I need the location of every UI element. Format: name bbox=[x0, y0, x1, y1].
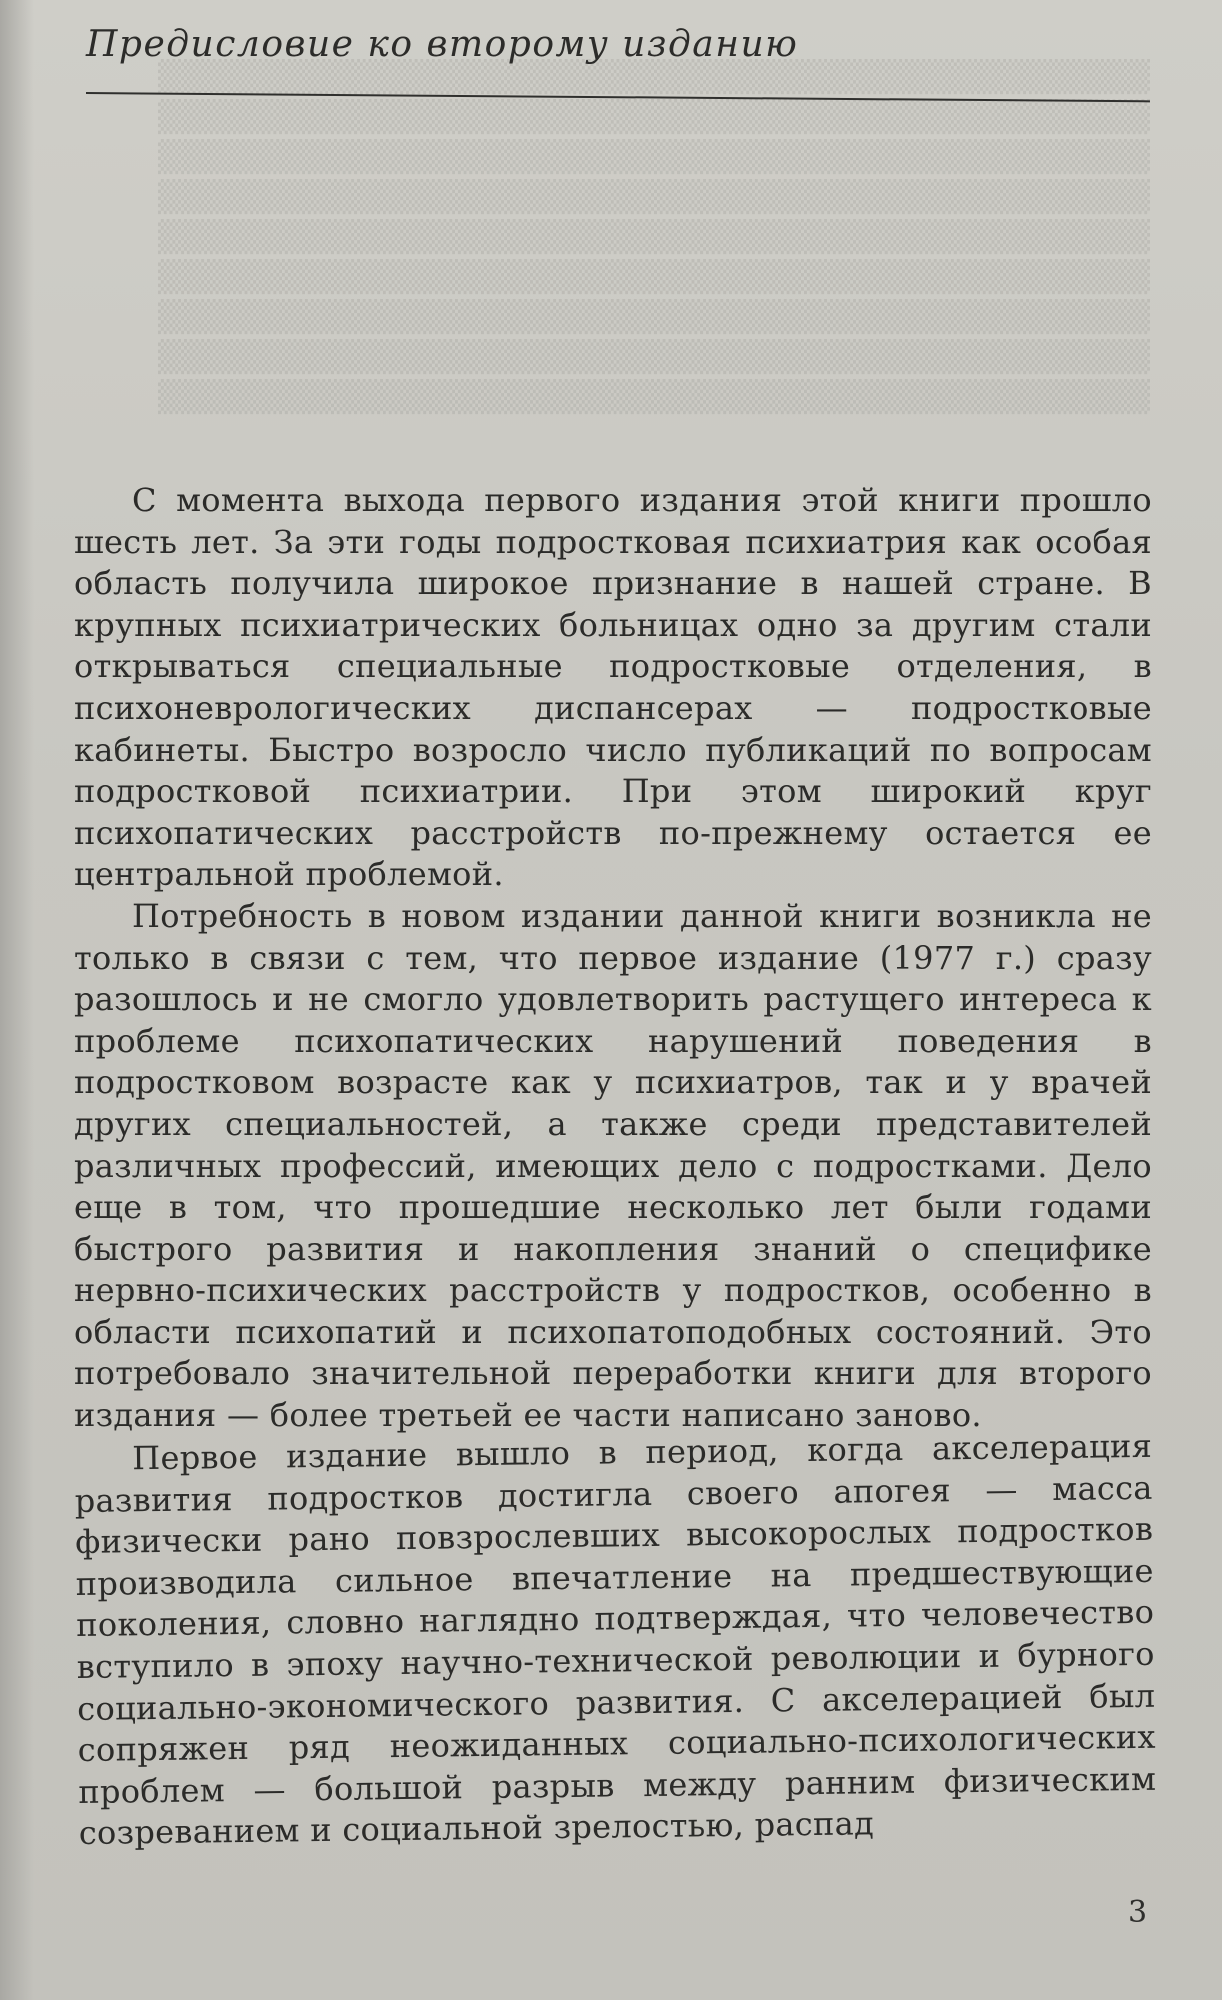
paragraph-2: Потребность в новом издании данной книги возникла не только в связи с тем, что первое издание (1977 г.) сразу разошлось и не смогло удовлетворить растущего интереса к проблеме психопатических нарушений поведения в подростковом возрасте как у психиатров, так и у врачей других специальностей, а также среди представителей различных профессий, имеющих дело с подростками. Дело еще в том, что прошедшие несколько лет были годами быстрого развития и накопления знаний о специфике нервно-психических расстройств у подростков, особенно в области психопатий и психопатоподобных состояний. Это потребовало значительной переработки книги для второго издания — более третьей ее части написано заново. bbox=[74, 896, 1152, 1435]
paragraph-3: Первое издание вышло в период, когда акселерация развития подростков достигла своего апогея — масса физически рано повзрослевших высокорослых подростков производила сильное впечатление на предшествующие поколения, словно наглядно подтверждая, что человечество вступило в эпоху научно-технической революции и бурного социально-экономического развития. С акселерацией был сопряжен ряд неожиданных социально-психологических проблем — большой разрыв между ранним физическим созреванием и социальной зрелостью, распад bbox=[74, 1426, 1157, 1852]
show-through-texture: ▒▒▒▒▒▒▒▒▒▒▒▒▒▒▒▒▒▒▒▒▒▒▒▒▒▒▒▒▒▒▒▒▒▒▒▒▒▒▒▒▒▒▒ ▒▒▒▒▒▒▒▒▒▒▒▒▒▒▒▒▒▒▒▒▒▒▒▒▒▒▒▒▒▒▒▒▒▒▒▒▒▒▒▒▒▒▒ ▒▒▒▒▒▒▒▒▒▒▒▒▒▒▒▒▒▒▒▒▒▒▒▒▒▒▒▒▒▒▒▒▒▒▒▒▒▒▒▒▒▒▒ ▒▒▒▒▒▒▒▒▒▒▒▒▒▒▒▒▒▒▒▒▒▒▒▒▒▒▒▒▒▒▒▒▒▒▒▒▒▒▒▒▒▒▒ ▒▒▒▒▒▒▒▒▒▒▒▒▒▒▒▒▒▒▒▒▒▒▒▒▒▒▒▒▒▒▒▒▒▒▒▒▒▒▒▒▒▒▒ ▒▒▒▒▒▒▒▒▒▒▒▒▒▒▒▒▒▒▒▒▒▒▒▒▒▒▒▒▒▒▒▒▒▒▒▒▒▒▒▒▒▒▒ ▒▒▒▒▒▒▒▒▒▒▒▒▒▒▒▒▒▒▒▒▒▒▒▒▒▒▒▒▒▒▒▒▒▒▒▒▒▒▒▒▒▒▒ ▒▒▒▒▒▒▒▒▒▒▒▒▒▒▒▒▒▒▒▒▒▒▒▒▒▒▒▒▒▒▒▒▒▒▒▒▒▒▒▒▒▒▒ ▒▒▒▒▒▒▒▒▒▒▒▒▒▒▒▒▒▒▒▒▒▒▒▒▒▒▒▒▒▒▒▒▒▒▒▒▒▒▒▒▒▒▒ bbox=[157, 60, 1150, 415]
paragraph-1: С момента выхода первого издания этой книги прошло шесть лет. За эти годы подростковая психиатрия как особая область получила широкое признание в нашей стране. В крупных психиатрических больницах одно за другим стали открываться специальные подростковые отделения, в психоневрологических диспансерах — подростковые кабинеты. Быстро возросло число публикаций по вопросам подростковой психиатрии. При этом широкий круг психопатических расстройств по-прежнему остается ее центральной проблемой. bbox=[74, 481, 1152, 894]
page-number: 3 bbox=[1128, 1895, 1148, 1930]
preface-body bbox=[74, 480, 1157, 1855]
running-header: Предисловие ко второму изданию bbox=[86, 24, 799, 65]
page-binding-shadow bbox=[0, 0, 34, 2000]
